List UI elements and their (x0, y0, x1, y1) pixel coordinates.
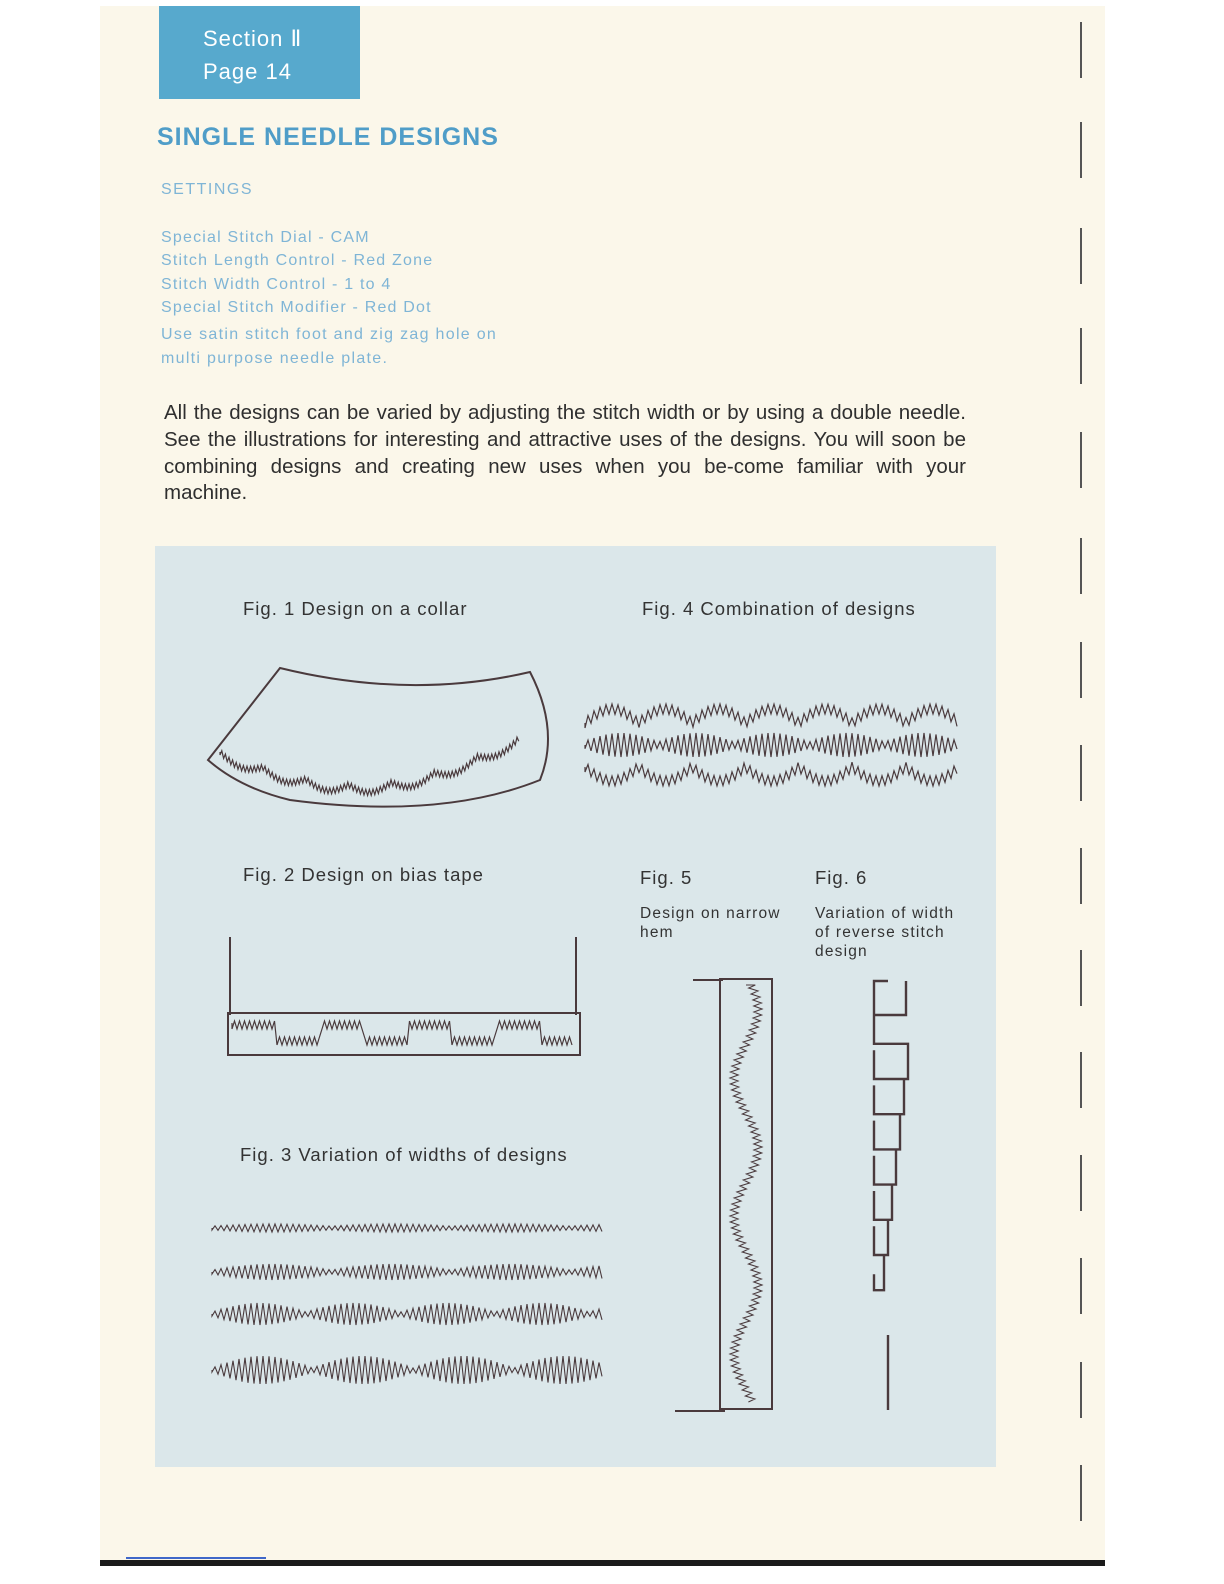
width-variation-illustration (212, 1210, 607, 1390)
page-title: SINGLE NEEDLE DESIGNS (157, 123, 499, 151)
section-badge (159, 6, 360, 99)
section-label: Section Ⅱ (203, 26, 303, 51)
binder-hole (1072, 1258, 1082, 1314)
binder-hole (1072, 745, 1082, 801)
intro-paragraph: All the designs can be varied by adjusting the stitch width or by using a double needle. See the illustrations for interesting and attractive uses of the designs. You will soon be combining designs and creating new uses when you be-come familiar with your machine. (164, 401, 966, 505)
fig6-caption: Variation of width of reverse stitch design (815, 905, 955, 960)
binder-hole (1072, 1052, 1082, 1108)
setting-stitch-modifier: Special Stitch Modifier - Red Dot (161, 298, 432, 316)
binder-hole (1072, 22, 1082, 78)
binder-hole (1072, 1362, 1082, 1418)
setting-stitch-length: Stitch Length Control - Red Zone (161, 252, 434, 270)
fig5-label: Fig. 5 (640, 867, 693, 888)
collar-illustration (200, 660, 560, 820)
bottom-underline (126, 1557, 266, 1559)
settings-list (161, 226, 433, 319)
settings-heading: SETTINGS (161, 181, 254, 198)
fig3-caption: Fig. 3 Variation of widths of designs (240, 1144, 568, 1165)
binder-hole (1072, 328, 1082, 384)
binder-hole (1072, 432, 1082, 488)
combination-illustration (583, 695, 963, 795)
fig4-caption: Fig. 4 Combination of designs (642, 598, 916, 619)
binder-hole (1072, 1155, 1082, 1211)
reverse-stitch-illustration (868, 975, 918, 1415)
fig6-label: Fig. 6 (815, 867, 868, 888)
fig1-caption: Fig. 1 Design on a collar (243, 598, 468, 619)
binder-hole (1072, 122, 1082, 178)
binder-hole (1072, 538, 1082, 594)
setting-stitch-width: Stitch Width Control - 1 to 4 (161, 275, 392, 293)
binder-hole (1072, 228, 1082, 284)
binder-hole (1072, 950, 1082, 1006)
binder-hole (1072, 1465, 1082, 1521)
foot-note: Use satin stitch foot and zig zag hole on multi purpose needle plate. (161, 326, 498, 367)
narrow-hem-illustration (675, 975, 775, 1415)
setting-special-stitch-dial: Special Stitch Dial - CAM (161, 229, 370, 246)
fig2-caption: Fig. 2 Design on bias tape (243, 864, 484, 885)
binder-hole (1072, 642, 1082, 698)
bias-tape-illustration (226, 935, 586, 1060)
page-label: Page 14 (203, 59, 292, 84)
binder-hole (1072, 848, 1082, 904)
fig5-caption: Design on narrow hem (640, 905, 781, 941)
